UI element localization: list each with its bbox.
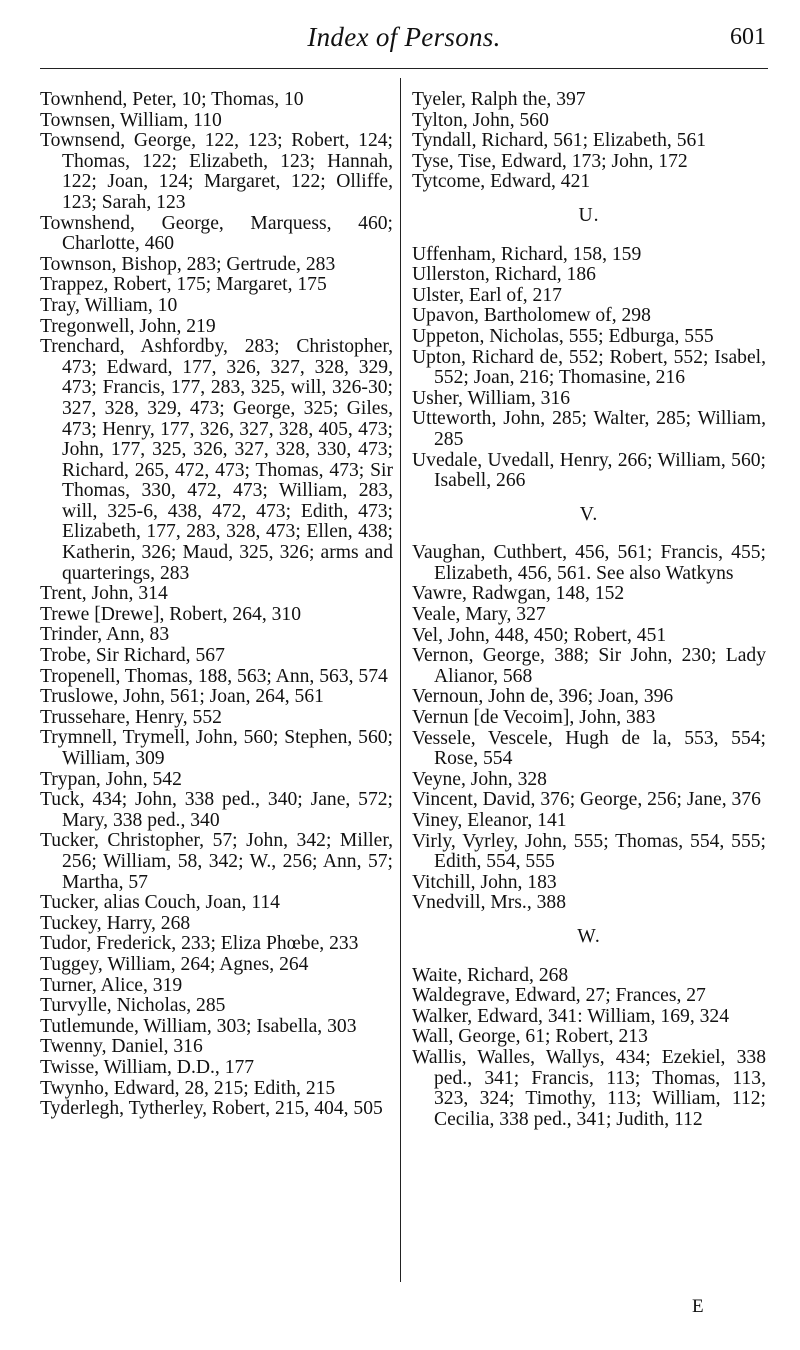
index-entry: Trymnell, Trymell, John, 560; Stephen, 560; William, 309 (40, 727, 393, 769)
index-entry: Tucker, alias Couch, Joan, 114 (40, 892, 280, 914)
index-entry: Trypan, John, 542 (40, 768, 182, 790)
index-entry: Ulster, Earl of, 217 (412, 284, 562, 306)
index-entry: Trewe [Drewe], Robert, 264, 310 (40, 603, 302, 625)
index-entry: Vessele, Vescele, Hugh de la, 553, 554; Rose, 554 (412, 727, 766, 770)
index-entry: Uppeton, Nicholas, 555; Edburga, 555 (412, 325, 714, 347)
index-entry: Vel, John, 448, 450; Robert, 451 (412, 624, 667, 646)
index-entry: Tudor, Frederick, 233; Eliza Phœbe, 233 (40, 933, 359, 955)
index-entry: Usher, William, 316 (412, 387, 571, 409)
index-entry: Tytcome, Edward, 421 (412, 171, 591, 193)
index-entry: Twenny, Daniel, 316 (40, 1036, 203, 1058)
index-entry: Vitchill, John, 183 (412, 871, 557, 893)
page-number: 601 (730, 24, 766, 50)
index-entry: Trappez, Robert, 175; Margaret, 175 (40, 274, 327, 296)
index-entry: Vincent, David, 376; George, 256; Jane, 376 (412, 789, 761, 811)
index-entry: Upton, Richard de, 552; Robert, 552; Isabel, 552; Joan, 216; Thomasine, 216 (412, 346, 766, 389)
index-entry: Twynho, Edward, 28, 215; Edith, 215 (40, 1077, 336, 1099)
index-entry: Waite, Richard, 268 (412, 964, 569, 986)
index-entry: Veyne, John, 328 (412, 768, 547, 790)
section-heading-w: W. (577, 925, 601, 947)
index-entry: Upavon, Bartholomew of, 298 (412, 305, 651, 327)
index-entry: Waldegrave, Edward, 27; Frances, 27 (412, 985, 706, 1007)
index-entry: Tuckey, Harry, 268 (40, 912, 191, 934)
header-rule (40, 68, 768, 69)
left-column (40, 90, 393, 1120)
index-entry: Walker, Edward, 341: William, 169, 324 (412, 1005, 730, 1027)
index-entry: Townson, Bishop, 283; Gertrude, 283 (40, 253, 336, 275)
index-entry: Tyderlegh, Tytherley, Robert, 215, 404, 505 (40, 1098, 383, 1120)
page-title: Index of Persons. (307, 22, 501, 52)
index-entry: Townsend, George, 122, 123; Robert, 124; Thomas, 122; Elizabeth, 123; Hannah, 122; Joan, 124; Margaret, 122; Olliffe, 123; Sarah, 123 (40, 130, 393, 213)
index-entry: Tray, William, 10 (40, 294, 178, 316)
index-entry: Trent, John, 314 (40, 583, 168, 605)
section-heading-u: U. (578, 204, 600, 226)
index-entry: Vernoun, John de, 396; Joan, 396 (412, 686, 674, 708)
index-entry: Tyse, Tise, Edward, 173; John, 172 (412, 150, 688, 172)
index-entry: Vawre, Radwgan, 148, 152 (412, 583, 625, 605)
section-heading-v: V. (579, 503, 599, 525)
index-entry: Tyeler, Ralph the, 397 (412, 89, 586, 110)
right-column (412, 90, 766, 1130)
column-divider (400, 78, 401, 1282)
signature-mark: E (692, 1296, 704, 1317)
index-entry: Tutlemunde, William, 303; Isabella, 303 (40, 1015, 357, 1037)
index-entry: Vernun [de Vecoim], John, 383 (412, 707, 656, 729)
index-entry: Wallis, Walles, Wallys, 434; Ezekiel, 338 ped., 341; Francis, 113; Thomas, 113, 323, 324; Timothy, 113; William, 112; Cecilia, 338 ped., 341; Judith, 112 (412, 1046, 766, 1130)
index-entry: Uvedale, Uvedall, Henry, 266; William, 560; Isabell, 266 (412, 449, 766, 492)
index-entry: Trenchard, Ashfordby, 283; Christopher, 473; Edward, 177, 326, 327, 328, 329, 473; Francis, 177, 283, 325, will, 326-30; 327, 328, 329, 473; George, 325; Giles, 473; Henry, 177, 326, 327, 328, 405, 473; John, 177, 325, 326, 327, 328, 330, 473; Richard, 265, 472, 473; Thomas, 473; Sir Thomas, 330, 472, 473; William, 283, will, 325-6, 438, 472, 473; Edith, 473; Elizabeth, 177, 283, 328, 473; Ellen, 438; Katherin, 326; Maud, 325, 326; arms and quarterings, 283 (40, 336, 393, 584)
page-header (40, 22, 768, 56)
index-entry: Townhend, Peter, 10; Thomas, 10 (40, 89, 304, 110)
index-entry: Vernon, George, 388; Sir John, 230; Lady Alianor, 568 (412, 645, 766, 687)
index-entry: Virly, Vyrley, John, 555; Thomas, 554, 555; Edith, 554, 555 (412, 830, 766, 873)
index-entry: Vaughan, Cuthbert, 456, 561; Francis, 455; Elizabeth, 456, 561. See also Watkyns (412, 542, 766, 584)
index-entry: Tregonwell, John, 219 (40, 315, 216, 337)
index-entry: Uffenham, Richard, 158, 159 (412, 243, 642, 265)
index-entry: Ullerston, Richard, 186 (412, 264, 596, 286)
index-entry: Tropenell, Thomas, 188, 563; Ann, 563, 574 (40, 665, 388, 687)
index-entry: Viney, Eleanor, 141 (412, 810, 567, 831)
index-entry: Tuck, 434; John, 338 ped., 340; Jane, 572; Mary, 338 ped., 340 (40, 789, 393, 831)
index-entry: Tucker, Christopher, 57; John, 342; Miller, 256; William, 58, 342; W., 256; Ann, 57; Martha, 57 (40, 830, 393, 893)
index-entry: Vnedvill, Mrs., 388 (412, 892, 567, 914)
index-entry: Tyndall, Richard, 561; Elizabeth, 561 (412, 130, 707, 152)
index-entry: Trinder, Ann, 83 (40, 624, 170, 646)
index-entry: Turvylle, Nicholas, 285 (40, 995, 226, 1017)
index-entry: Wall, George, 61; Robert, 213 (412, 1026, 648, 1048)
index-entry: Townsen, William, 110 (40, 109, 222, 131)
index-entry: Trussehare, Henry, 552 (40, 706, 222, 728)
index-entry: Veale, Mary, 327 (412, 604, 546, 626)
index-entry: Tuggey, William, 264; Agnes, 264 (40, 953, 309, 975)
index-entry: Tylton, John, 560 (412, 109, 549, 131)
index-entry: Truslowe, John, 561; Joan, 264, 561 (40, 686, 324, 708)
index-entry: Trobe, Sir Richard, 567 (40, 645, 225, 667)
index-entry: Townshend, George, Marquess, 460; Charlotte, 460 (40, 212, 393, 255)
index-entry: Turner, Alice, 319 (40, 974, 183, 996)
index-entry: Utteworth, John, 285; Walter, 285; William, 285 (412, 408, 766, 450)
index-entry: Twisse, William, D.D., 177 (40, 1056, 255, 1078)
